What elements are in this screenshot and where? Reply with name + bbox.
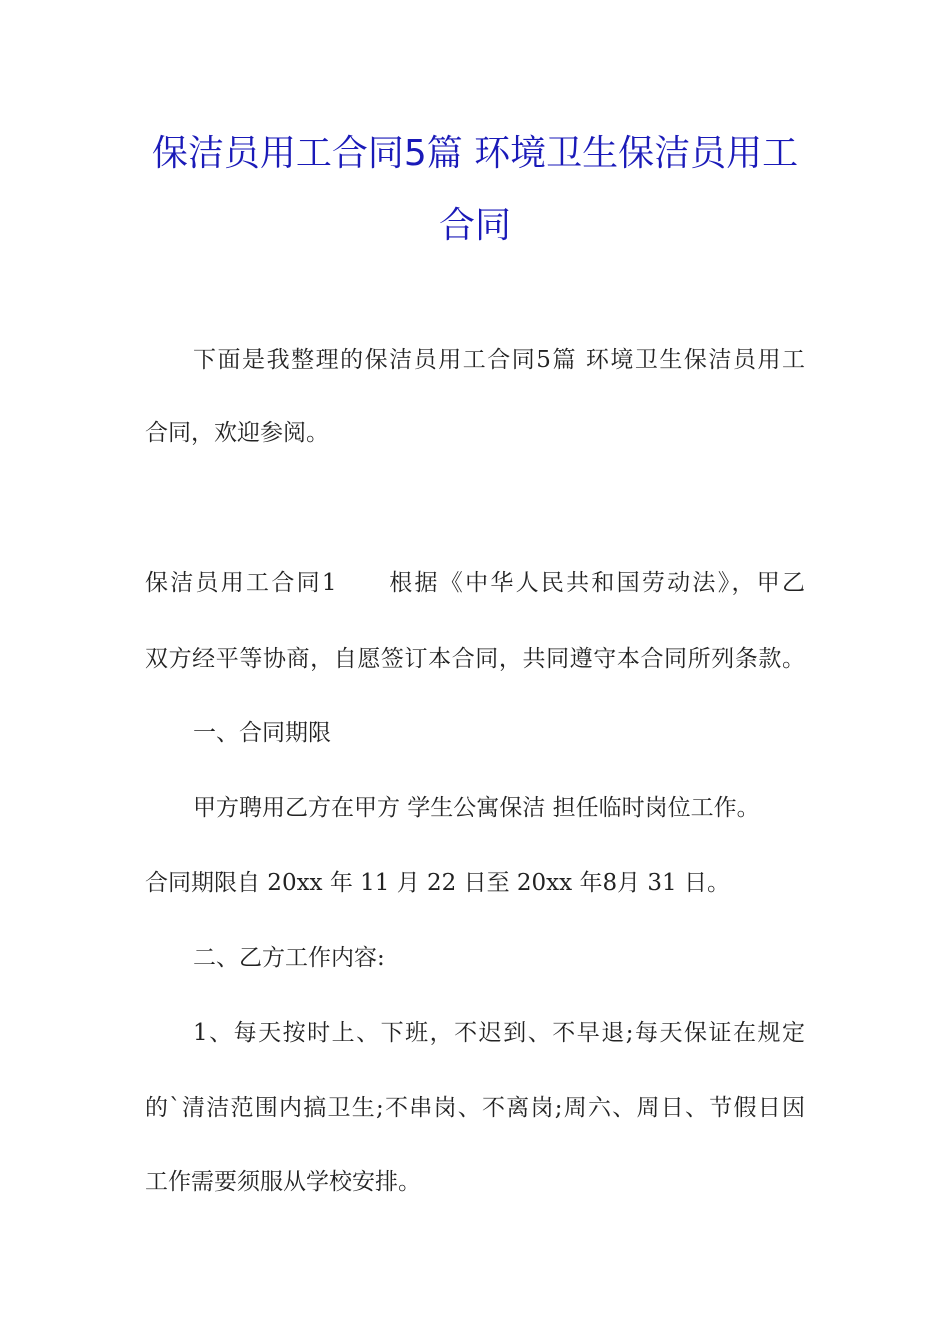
section2-item1-line1: 1、每天按时上、下班，不迟到、不早退;每天保证在规定 [193, 1020, 805, 1046]
intro-line2: 合同，欢迎参阅。 [145, 420, 329, 446]
document-title-line1: 保洁员用工合同5篇 环境卫生保洁员用工 [151, 133, 799, 174]
section1-line1: 甲方聘用乙方在甲方 学生公寓保洁 担任临时岗位工作。 [193, 795, 760, 821]
contract1-line1: 保洁员用工合同1 根据《中华人民共和国劳动法》，甲乙 [145, 570, 805, 596]
section1-heading: 一、合同期限 [193, 720, 331, 746]
section2-item1-line3: 工作需要须服从学校安排。 [145, 1169, 421, 1195]
intro-line1: 下面是我整理的保洁员用工合同5篇 环境卫生保洁员用工 [193, 347, 805, 373]
section2-item1-line2: 的`清洁范围内搞卫生;不串岗、不离岗;周六、周日、节假日因 [145, 1095, 805, 1121]
section2-heading: 二、乙方工作内容: [193, 945, 385, 971]
section1-line2: 合同期限自 20xx 年 11 月 22 日至 20xx 年8月 31 日。 [145, 870, 730, 896]
contract1-line2: 双方经平等协商，自愿签订本合同，共同遵守本合同所列条款。 [145, 646, 805, 672]
document-title-line2: 合同 [438, 205, 511, 246]
